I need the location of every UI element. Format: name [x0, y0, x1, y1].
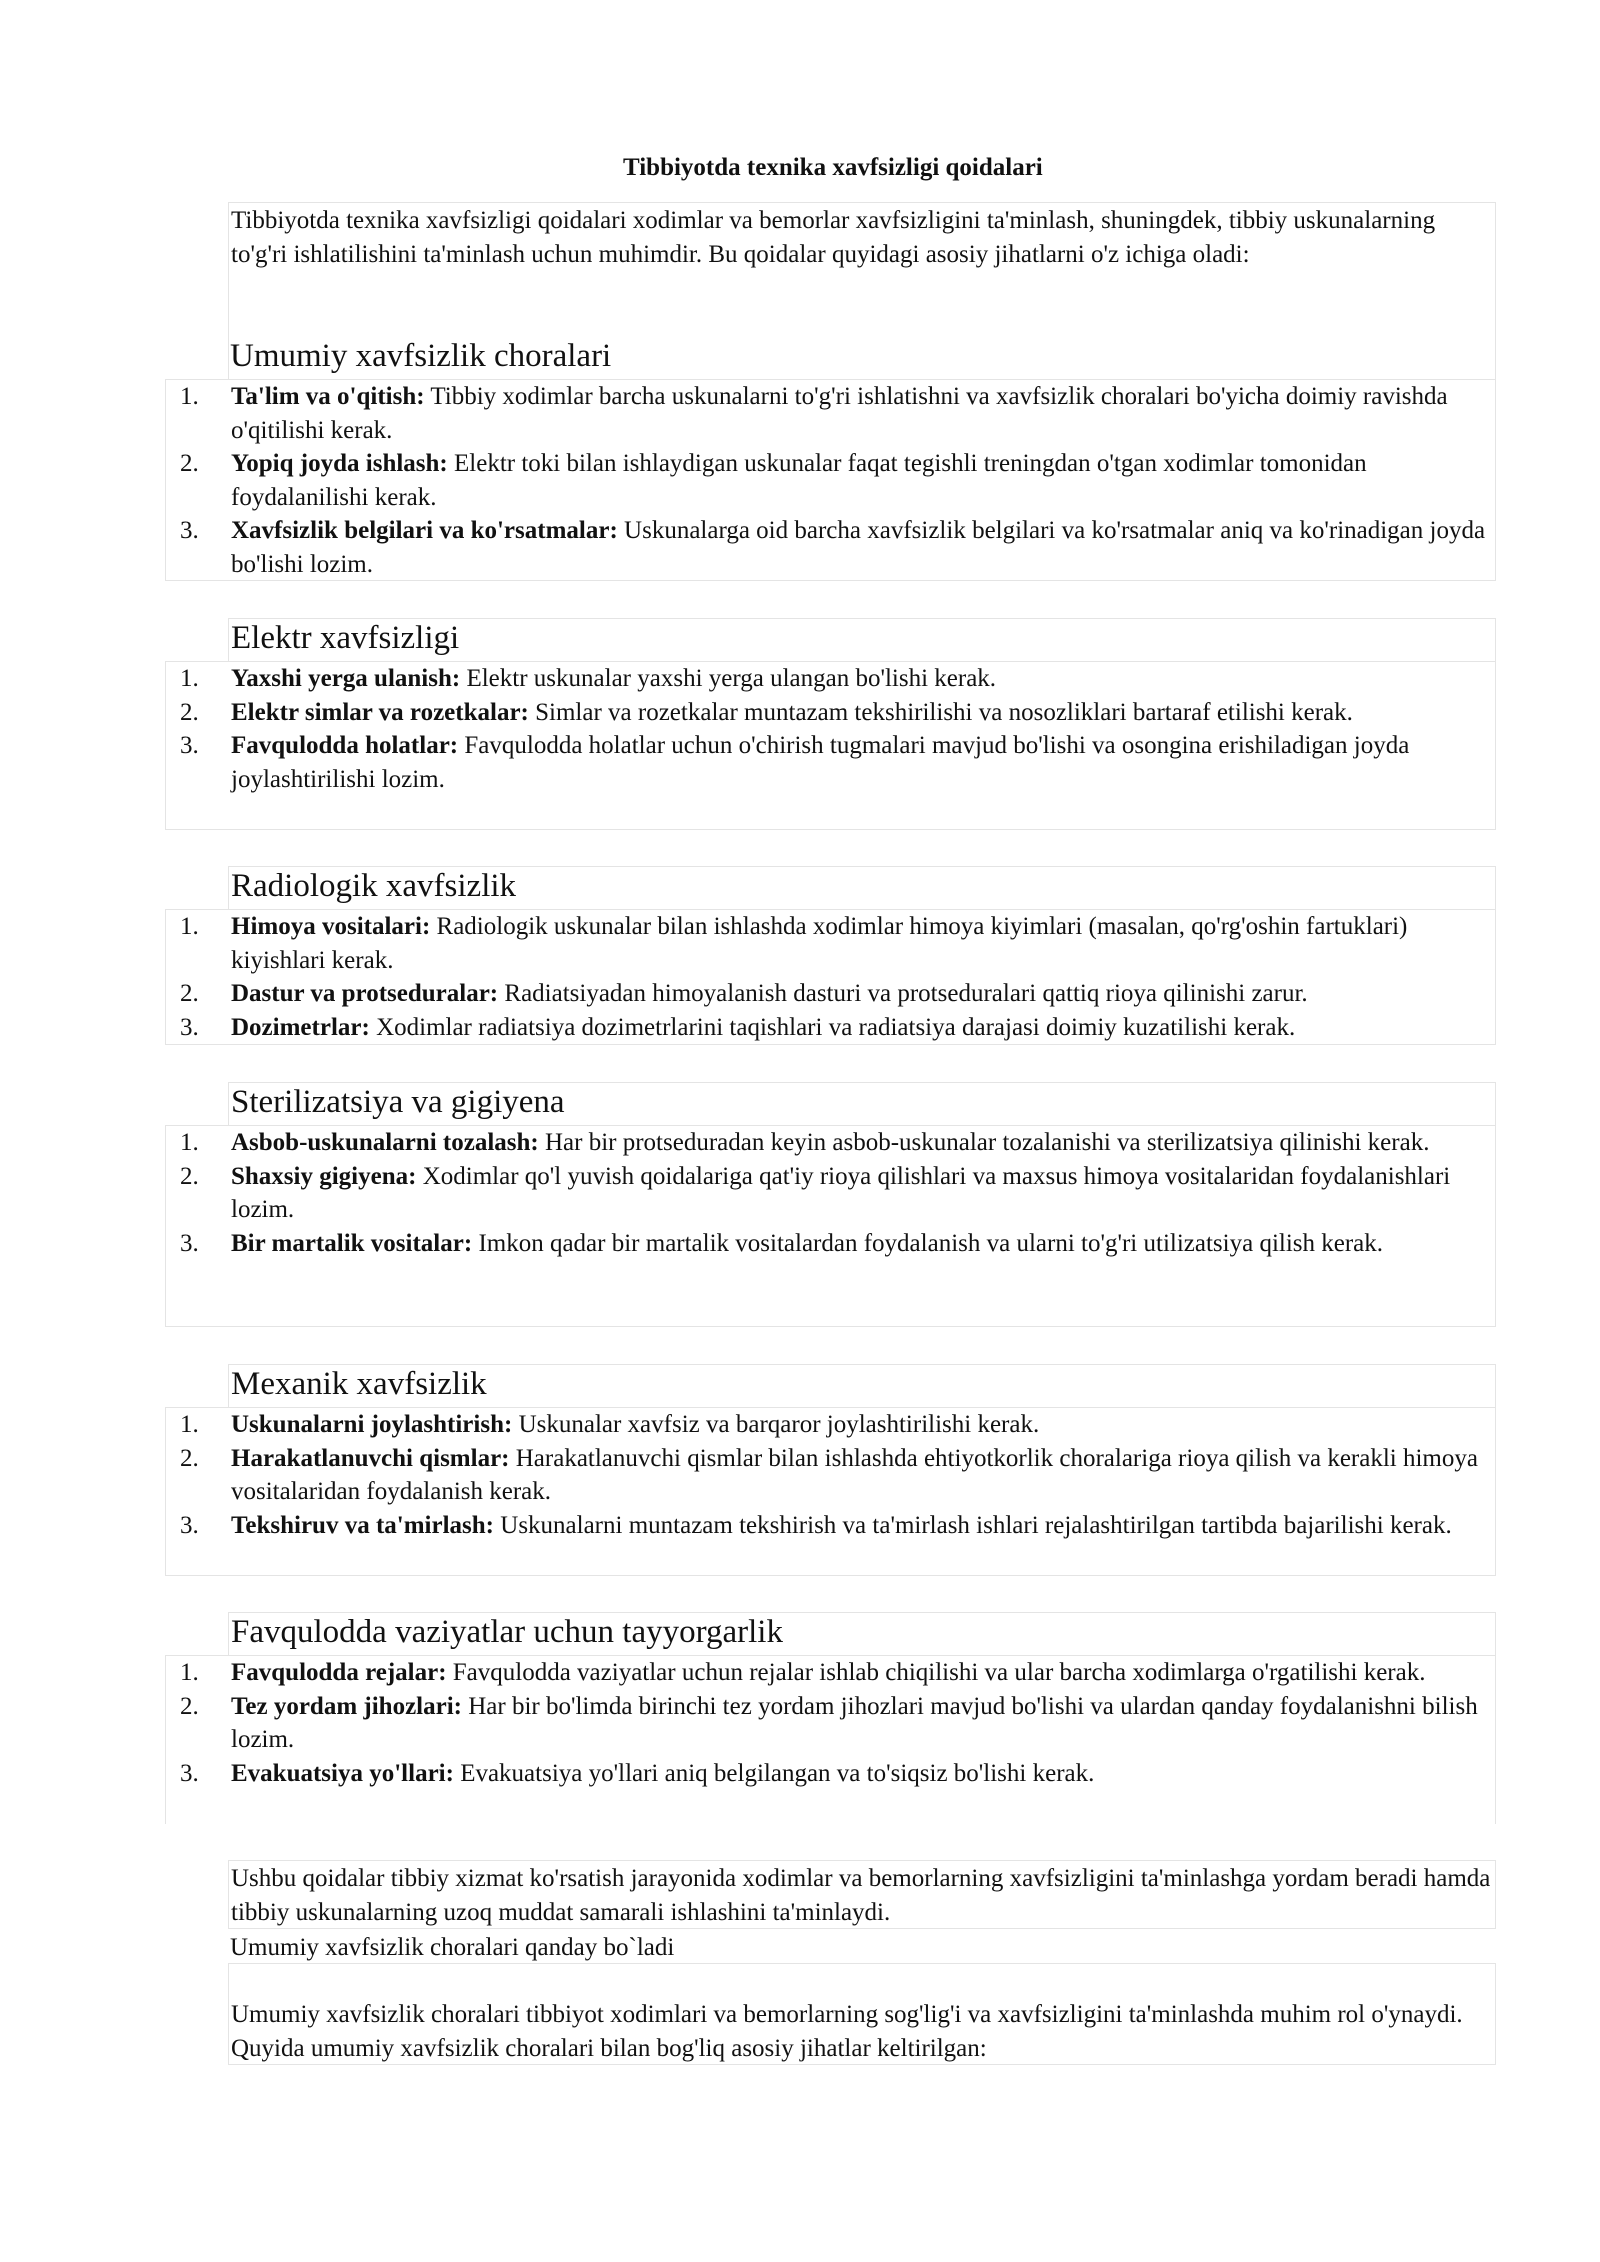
- item-number: 3.: [180, 1229, 199, 1257]
- item-text: Uskunalarga oid barcha xavfsizlik belgilari va ko'rsatmalar aniq va ko'rinadigan joyda bo'lishi lozim.: [231, 517, 1486, 578]
- item-number: 1.: [180, 1411, 199, 1438]
- document-title: Tibbiyotda texnika xavfsizligi qoidalari: [623, 154, 1043, 181]
- section-heading: Mexanik xavfsizlik: [228, 1364, 1496, 1408]
- item-text: Xodimlar radiatsiya dozimetrlarini taqishlari va radiatsiya darajasi doimiy kuzatilishi kerak.: [369, 1013, 1296, 1041]
- item-term: Favqulodda rejalar:: [231, 1659, 447, 1686]
- item-number: 2.: [180, 980, 199, 1007]
- question-line: Umumiy xavfsizlik choralari qanday bo`ladi: [230, 1934, 675, 1961]
- section-list: [165, 1655, 1496, 1824]
- list-item: [166, 514, 1495, 581]
- item-number: 3.: [180, 1759, 199, 1787]
- list-item: [166, 1509, 1495, 1543]
- list-item: [166, 1408, 1495, 1442]
- item-text: Uskunalar xavfsiz va barqaror joylashtirilishi kerak.: [512, 1411, 1040, 1438]
- item-term: Bir martalik vositalar:: [231, 1229, 473, 1257]
- answer-block: [228, 1963, 1496, 2065]
- item-term: Himoya vositalari:: [231, 913, 431, 940]
- list-item: [166, 1690, 1495, 1757]
- item-text: Har bir bo'limda birinchi tez yordam jihozlari mavjud bo'lishi va ulardan qanday foydalanishni bilish lozim.: [231, 1692, 1478, 1753]
- item-number: 3.: [180, 1013, 199, 1041]
- item-number: 2.: [180, 698, 199, 726]
- item-term: Xavfsizlik belgilari va ko'rsatmalar:: [231, 517, 618, 544]
- item-number: 1.: [180, 1129, 199, 1156]
- item-text: Har bir protseduradan keyin asbob-uskunalar tozalanishi va sterilizatsiya qilinishi kerak.: [538, 1129, 1430, 1156]
- list-item: [166, 977, 1495, 1011]
- list-item: [166, 1757, 1495, 1791]
- item-term: Tez yordam jihozlari:: [231, 1692, 462, 1720]
- section-list: [165, 379, 1496, 581]
- intro-paragraph: Tibbiyotda texnika xavfsizligi qoidalari xodimlar va bemorlar xavfsizligini ta'minlash, shuningdek, tibbiy uskunalarning to'g'ri ishlatilishini ta'minlash uchun muhimdir. Bu qoidalar quyidagi asosiy jihatlarni o'z ichiga oladi:: [231, 207, 1436, 268]
- item-number: 1.: [180, 383, 199, 410]
- conclusion-block: [228, 1860, 1496, 1929]
- list-item: [166, 662, 1495, 696]
- section-heading: Sterilizatsiya va gigiyena: [228, 1082, 1496, 1126]
- item-text: Simlar va rozetkalar muntazam tekshirilishi va nosozliklari bartaraf etilishi kerak.: [528, 698, 1353, 726]
- list-item: [166, 1227, 1495, 1261]
- item-number: 2.: [180, 1692, 199, 1720]
- item-term: Harakatlanuvchi qismlar:: [231, 1444, 510, 1472]
- item-text: Radiatsiyadan himoyalanish dasturi va protseduralari qattiq rioya qilinishi zarur.: [498, 980, 1308, 1007]
- section-heading: Elektr xavfsizligi: [228, 618, 1496, 662]
- item-term: Uskunalarni joylashtirish:: [231, 1411, 513, 1438]
- list-item: [166, 1656, 1495, 1690]
- item-term: Shaxsiy gigiyena:: [231, 1162, 417, 1190]
- list-item: [166, 696, 1495, 730]
- list-item: [166, 1442, 1495, 1509]
- item-text: Favqulodda vaziyatlar uchun rejalar ishlab chiqilishi va ular barcha xodimlarga o'rgatilishi kerak.: [446, 1659, 1426, 1686]
- section-list: [165, 909, 1496, 1045]
- item-term: Dozimetrlar:: [231, 1013, 370, 1041]
- item-text: Elektr uskunalar yaxshi yerga ulangan bo'lishi kerak.: [460, 665, 997, 692]
- item-text: Evakuatsiya yo'llari aniq belgilangan va to'siqsiz bo'lishi kerak.: [453, 1759, 1095, 1787]
- item-number: 1.: [180, 665, 199, 692]
- list-item: [166, 1160, 1495, 1227]
- conclusion-paragraph: Ushbu qoidalar tibbiy xizmat ko'rsatish jarayonida xodimlar va bemorlarning xavfsizligini ta'minlashga yordam beradi hamda tibbiy uskunalarning uzoq muddat samarali ishlashini ta'minlaydi.: [231, 1865, 1491, 1926]
- section-heading: Favqulodda vaziyatlar uchun tayyorgarlik: [228, 1612, 1496, 1656]
- section-heading: Umumiy xavfsizlik choralari: [230, 338, 612, 374]
- section-heading: Radiologik xavfsizlik: [228, 866, 1496, 910]
- item-number: 3.: [180, 1511, 199, 1539]
- item-text: Harakatlanuvchi qismlar bilan ishlashda ehtiyotkorlik choralariga rioya qilish va kerakli himoya vositalaridan foydalanish kerak.: [231, 1444, 1478, 1505]
- list-item: [166, 729, 1495, 796]
- item-number: 1.: [180, 913, 199, 940]
- list-item: [166, 447, 1495, 514]
- item-term: Yaxshi yerga ulanish:: [231, 665, 461, 692]
- item-term: Tekshiruv va ta'mirlash:: [231, 1511, 495, 1539]
- section-list: [165, 1125, 1496, 1327]
- answer-paragraph: Umumiy xavfsizlik choralari tibbiyot xodimlari va bemorlarning sog'lig'i va xavfsizligini ta'minlashda muhim rol o'ynaydi. Quyida umumiy xavfsizlik choralari bilan bog'liq asosiy jihatlar keltirilgan:: [231, 2001, 1463, 2062]
- item-number: 3.: [180, 517, 199, 544]
- item-term: Ta'lim va o'qitish:: [231, 383, 425, 410]
- list-item: [166, 380, 1495, 447]
- item-term: Dastur va protseduralar:: [231, 980, 499, 1007]
- item-term: Evakuatsiya yo'llari:: [231, 1759, 454, 1787]
- item-number: 2.: [180, 1444, 199, 1472]
- list-item: [166, 910, 1495, 977]
- item-term: Asbob-uskunalarni tozalash:: [231, 1129, 539, 1156]
- item-term: Yopiq joyda ishlash:: [231, 450, 448, 477]
- list-item: [166, 1126, 1495, 1160]
- section-list: [165, 1407, 1496, 1576]
- item-text: Imkon qadar bir martalik vositalardan foydalanish va ularni to'g'ri utilizatsiya qilish kerak.: [472, 1229, 1384, 1257]
- item-number: 2.: [180, 1162, 199, 1190]
- item-number: 3.: [180, 732, 199, 759]
- list-item: [166, 1011, 1495, 1045]
- item-number: 2.: [180, 450, 199, 477]
- item-number: 1.: [180, 1659, 199, 1686]
- item-text: Favqulodda holatlar uchun o'chirish tugmalari mavjud bo'lishi va osongina erishiladigan joyda joylashtirilishi lozim.: [231, 732, 1410, 793]
- section-list: [165, 661, 1496, 830]
- item-text: Radiologik uskunalar bilan ishlashda xodimlar himoya kiyimlari (masalan, qo'rg'oshin fartuklari) kiyishlari kerak.: [231, 913, 1408, 974]
- item-text: Uskunalarni muntazam tekshirish va ta'mirlash ishlari rejalashtirilgan tartibda bajarilishi kerak.: [494, 1511, 1452, 1539]
- item-text: Elektr toki bilan ishlaydigan uskunalar faqat tegishli treningdan o'tgan xodimlar tomonidan foydalanilishi kerak.: [231, 450, 1367, 511]
- item-text: Tibbiy xodimlar barcha uskunalarni to'g'ri ishlatishni va xavfsizlik choralari bo'yicha doimiy ravishda o'qitilishi kerak.: [231, 383, 1448, 444]
- item-term: Elektr simlar va rozetkalar:: [231, 698, 529, 726]
- item-term: Favqulodda holatlar:: [231, 732, 459, 759]
- item-text: Xodimlar qo'l yuvish qoidalariga qat'iy rioya qilishlari va maxsus himoya vositalaridan foydalanishlari lozim.: [231, 1162, 1451, 1223]
